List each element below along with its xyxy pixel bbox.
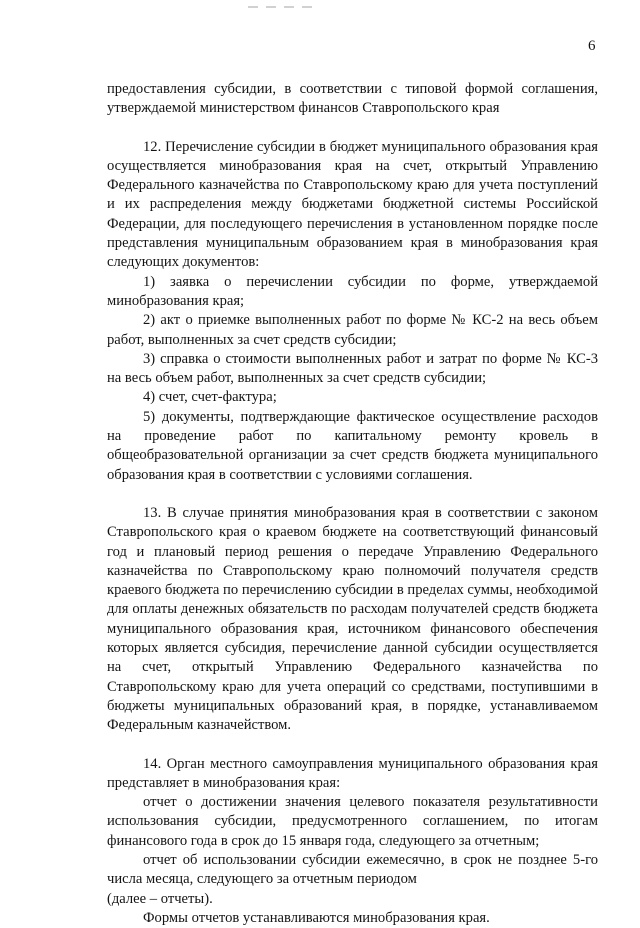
list-item-12-4: 4) счет, счет-фактура; [143, 389, 277, 406]
paragraph-continuation: предоставления субсидии, в соответствии с типовой формой соглашения, утверждаемой министерством финансов Ставропольского края [107, 81, 598, 117]
list-item-14-1: отчет о достижении значения целевого показателя результативности использования субсидии, предусмотренного соглашением, по итогам финансового года в срок до 15 января года, следующего за отчетным; [107, 794, 598, 849]
list-item-12-2: 2) акт о приемке выполненных работ по форме № КС-2 на весь объем работ, выполненных за счет средств субсидии; [107, 312, 598, 348]
list-item-14-2: отчет об использовании субсидии ежемесячно, в срок не позднее 5-го числа месяца, следующего за отчетным периодом [107, 851, 598, 888]
scan-artifact-mark [248, 6, 320, 8]
list-item-14-2-tail: (далее – отчеты). [107, 890, 213, 907]
paragraph-13: 13. В случае принятия минобразования края в соответствии с законом Ставропольского края о краевом бюджете на соответствующий финансовый год и плановый период решения о передаче Управлению Федерального казначейства по Ставропольскому краю полномочий получателя средств краевого бюджета по перечислению субсидии в пределах суммы, необходимой для оплаты денежных обязательств по расходам получателей средств бюджета муниципального образования края, источником финансового обеспечения которых является субсидия, перечисление данной субсидии осуществляется на счет, открытый Управлению Федерального казначейства по Ставропольскому краю для учета операций со средствами, поступившими в бюджеты муниципальных образований края, в порядке, устанавливаемом Федеральным казначейством. [107, 504, 599, 734]
page-number: 6 [588, 38, 596, 54]
document-body [107, 80, 598, 928]
paragraph-12: 12. Перечисление субсидии в бюджет муниципального образования края осуществляется минобразования края на счет, открытый Управлению Федерального казначейства по Ставропольскому краю для учета поступлений и их распределения между бюджетами бюджетной системы Российской Федерации, для последующего перечисления в установленном порядке после представления муниципальным образованием края в минобразования края следующих документов: [107, 138, 598, 271]
list-item-12-1: 1) заявка о перечислении субсидии по форме, утверждаемой минобразования края; [107, 273, 598, 309]
paragraph-gap [107, 485, 598, 504]
list-item-12-5: 5) документы, подтверждающие фактическое осуществление расходов на проведение работ по капитальному ремонту кровель в общеобразовательной организации за счет средств бюджета муниципального образования края в соответствии с условиями соглашения. [107, 408, 598, 483]
list-item-12-3: 3) справка о стоимости выполненных работ и затрат по форме № КС-3 на весь объем работ, выполненных за счет средств субсидии; [107, 350, 598, 387]
paragraph-gap [107, 736, 598, 755]
list-item-14-3: Формы отчетов устанавливаются минобразования края. [143, 909, 490, 926]
paragraph-gap [107, 119, 598, 138]
paragraph-14: 14. Орган местного самоуправления муниципального образования края представляет в минобразования края: [107, 755, 598, 791]
